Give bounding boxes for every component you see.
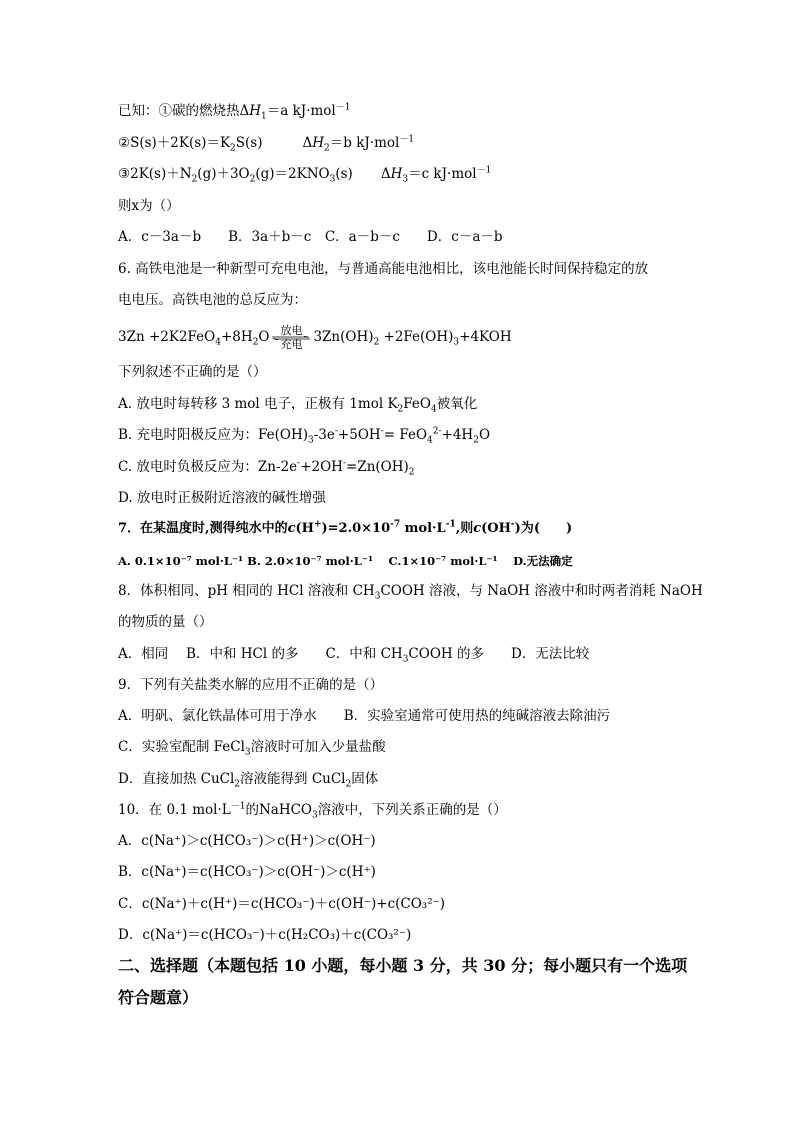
eq-right3: +4KOH xyxy=(459,329,512,345)
q10-option-c: C．c(Na⁺)＋c(H⁺)＝c(HCO₃⁻)＋c(OH⁻)+c(CO₃²⁻) xyxy=(118,896,446,912)
q5-known-line3: $③2K(s)+N_2(g)+3O_2(g)=2KNO_3(s)$ $\Delta H_3=c$ kJ·mol$^{-1}$ xyxy=(118,165,492,185)
q5-known-prefix: 已知：①碳的燃烧热 xyxy=(118,103,240,119)
section2-heading-line2: 符合题意） xyxy=(118,988,199,1007)
q7-c-symbol-2: c xyxy=(473,521,482,536)
opt-a-2: FeO xyxy=(403,396,431,412)
q9-option-c: C．实验室配制 FeCl$_3$溶液时可加入少量盐酸 xyxy=(118,739,386,758)
eq-right1: 3Zn(OH) xyxy=(313,329,374,345)
q9-opt-c-1: C．实验室配制 FeCl xyxy=(118,739,245,755)
q9-option-ab: A．明矾、氯化铁晶体可用于净水 B．实验室通常可使用热的纯碱溶液去除油污 xyxy=(118,708,611,724)
q8-options: A．相同 B．中和 HCl 的多 C．中和 $CH_3COOH$ 的多 D．无法比较 xyxy=(118,646,590,665)
q7-c-symbol: c xyxy=(287,521,296,536)
q9-opt-d-1: D．直接加热 CuCl xyxy=(118,771,235,787)
eq3-d: (s) xyxy=(335,166,353,182)
q7-stem-7: (OH xyxy=(481,521,511,536)
q6-equation: $3Zn +2K2FeO_4+8H_2O$ 放电 充电 $3Zn(OH)_2 +2Fe(OH)_3+4KOH$ xyxy=(118,323,512,351)
q10-stem-1: 10．在 0.1 mol·L xyxy=(118,802,231,818)
q6-option-b: B. 充电时阳极反应为：$Fe(OH)_3-3e^-+5OH^-= FeO_4^{2-}+4H_2O$ xyxy=(118,426,491,446)
q5-known-line2: $②S(s)+2K(s)=K_2S(s)$ $\Delta H_2=b$ kJ·mol$^{-1}$ xyxy=(118,134,415,154)
dh1-value: ＝a kJ·mol xyxy=(266,103,336,119)
q5-ask: 则x为（） xyxy=(118,198,180,214)
q10-stem-2: 的NaHCO xyxy=(245,802,312,818)
opt-b-2: -3e xyxy=(313,427,335,443)
q9-stem: 9．下列有关盐类水解的应用不正确的是（） xyxy=(118,677,384,693)
opt-b-1: B. 充电时阳极反应为：Fe(OH) xyxy=(118,427,308,443)
opt-b-6: O xyxy=(478,427,491,443)
q7-stem-6: ,则 xyxy=(455,521,474,536)
q6-option-d: D. 放电时正极附近溶液的碱性增强 xyxy=(118,490,326,506)
q7-stem-3: (H xyxy=(295,521,314,536)
q8-options-b: COOH 的多 D．无法比较 xyxy=(408,646,590,662)
q5-known-line1: 已知：①碳的燃烧热$\Delta H_1=a$ kJ·mol$^{-1}$ xyxy=(118,102,351,122)
section2-heading-line1: 二、选择题（本题包括 10 小题，每小题 3 分，共 30 分；每小题只有一个选项 xyxy=(118,956,688,975)
q9-opt-d-2: 溶液能得到 CuCl xyxy=(240,771,346,787)
q8-stem-b: COOH 溶液，与 NaOH 溶液中和时两者消耗 NaOH xyxy=(380,583,703,599)
eq-right2: +2Fe(OH) xyxy=(379,329,454,345)
q8-stem-line1: 8．体积相同、pH 相同的 HCl 溶液和 $CH_3COOH$ 溶液，与 NaOH 溶液中和时两者消耗 NaOH xyxy=(118,583,703,602)
q6-ask: 下列叙述不正确的是（） xyxy=(118,364,267,380)
q7-stem-5: mol·L xyxy=(400,521,446,536)
eq2-left: ②S(s)＋2K(s)＝K xyxy=(118,135,231,151)
dh3-value: ＝c kJ·mol xyxy=(408,166,477,182)
opt-b-4: = FeO xyxy=(383,427,428,443)
eq3-c: (g)＝2KNO xyxy=(255,166,330,182)
opt-a-3: 被氧化 xyxy=(436,396,478,412)
q7-stem-4: )=2.0×10 xyxy=(321,521,391,536)
opt-c-1: C. 放电时负极反应为：Zn-2e xyxy=(118,459,298,475)
q8-options-a: A．相同 B．中和 HCl 的多 C．中和 CH xyxy=(118,646,403,662)
q9-option-d: D．直接加热 CuCl$_2$溶液能得到 CuCl$_2$固体 xyxy=(118,771,379,790)
discharge-label: 放电 xyxy=(280,323,303,337)
q7-stem-1: 7．在某温度时,测得纯水中的 xyxy=(118,521,288,536)
q6-option-c: C. 放电时负极反应为：$Zn-2e^-+2OH^-=Zn(OH)_2$ xyxy=(118,458,415,478)
q5-options: A．c－3a－b B．3a＋b－c C．a－b－c D．c－a－b xyxy=(118,229,503,245)
eq2-right: S(s) xyxy=(235,135,263,151)
opt-b-3: +5OH xyxy=(337,427,381,443)
q10-stem-3: 溶液中，下列关系正确的是（） xyxy=(317,802,507,818)
q7-stem: 7．在某温度时,测得纯水中的$c(H^+)=2.0\times 10^{-7}$ $mol\cdot L^{-1}$,则c(OH-)为( ) xyxy=(118,519,573,536)
q7-stem-8: )为( ) xyxy=(514,521,573,536)
q10-option-a: A．c(Na⁺)＞c(HCO₃⁻)＞c(H⁺)＞c(OH⁻) xyxy=(118,833,376,849)
eq-left2: +8H xyxy=(220,329,253,345)
q8-stem-a: 8．体积相同、pH 相同的 HCl 溶液和 CH xyxy=(118,583,375,599)
eq3-b: (g)＋3O xyxy=(197,166,250,182)
q8-stem-line2: 的物质的量（） xyxy=(118,614,213,630)
q10-option-b: B．c(Na⁺)＝c(HCO₃⁻)＞c(OH⁻)＞c(H⁺) xyxy=(118,864,376,880)
opt-a-1: A. 放电时每转移 3 mol 电子，正极有 1mol K xyxy=(118,396,398,412)
q7-options: A. 0.1×10⁻⁷ mol·L⁻¹ B. 2.0×10⁻⁷ mol·L⁻¹ C.1×10⁻⁷ mol·L⁻¹ D.无法确定 xyxy=(118,554,573,568)
q10-option-d: D．c(Na⁺)＝c(HCO₃⁻)＋c(H₂CO₃)＋c(CO₃²⁻) xyxy=(118,927,412,943)
opt-c-3: =Zn(OH) xyxy=(346,459,409,475)
q6-option-a: A. 放电时每转移 3 mol 电子，正极有 1mol $K_2FeO_4$被氧化 xyxy=(118,396,478,415)
q6-stem-line2: 电电压。高铁电池的总反应为： xyxy=(118,292,307,308)
eq3-a: ③2K(s)＋N xyxy=(118,166,192,182)
opt-c-2: +2OH xyxy=(300,459,343,475)
reversible-arrow xyxy=(271,325,311,351)
dh2-value: ＝b kJ·mol xyxy=(329,135,400,151)
eq-left3: O xyxy=(258,329,270,345)
q9-opt-c-2: 溶液时可加入少量盐酸 xyxy=(250,739,386,755)
opt-b-5: +4H xyxy=(441,427,474,443)
eq-left: 3Zn +2K2FeO xyxy=(118,329,216,345)
charge-label: 充电 xyxy=(280,337,303,351)
q10-stem: 10．在 0.1 $mol\cdot L^{-1}$的NaHCO$_3$溶液中，下列关系正确的是（） xyxy=(118,801,507,821)
q9-opt-d-3: 固体 xyxy=(351,771,379,787)
q6-stem-line1: 6. 高铁电池是一种新型可充电电池，与普通高能电池相比，该电池能长时间保持稳定的放 xyxy=(118,261,649,277)
